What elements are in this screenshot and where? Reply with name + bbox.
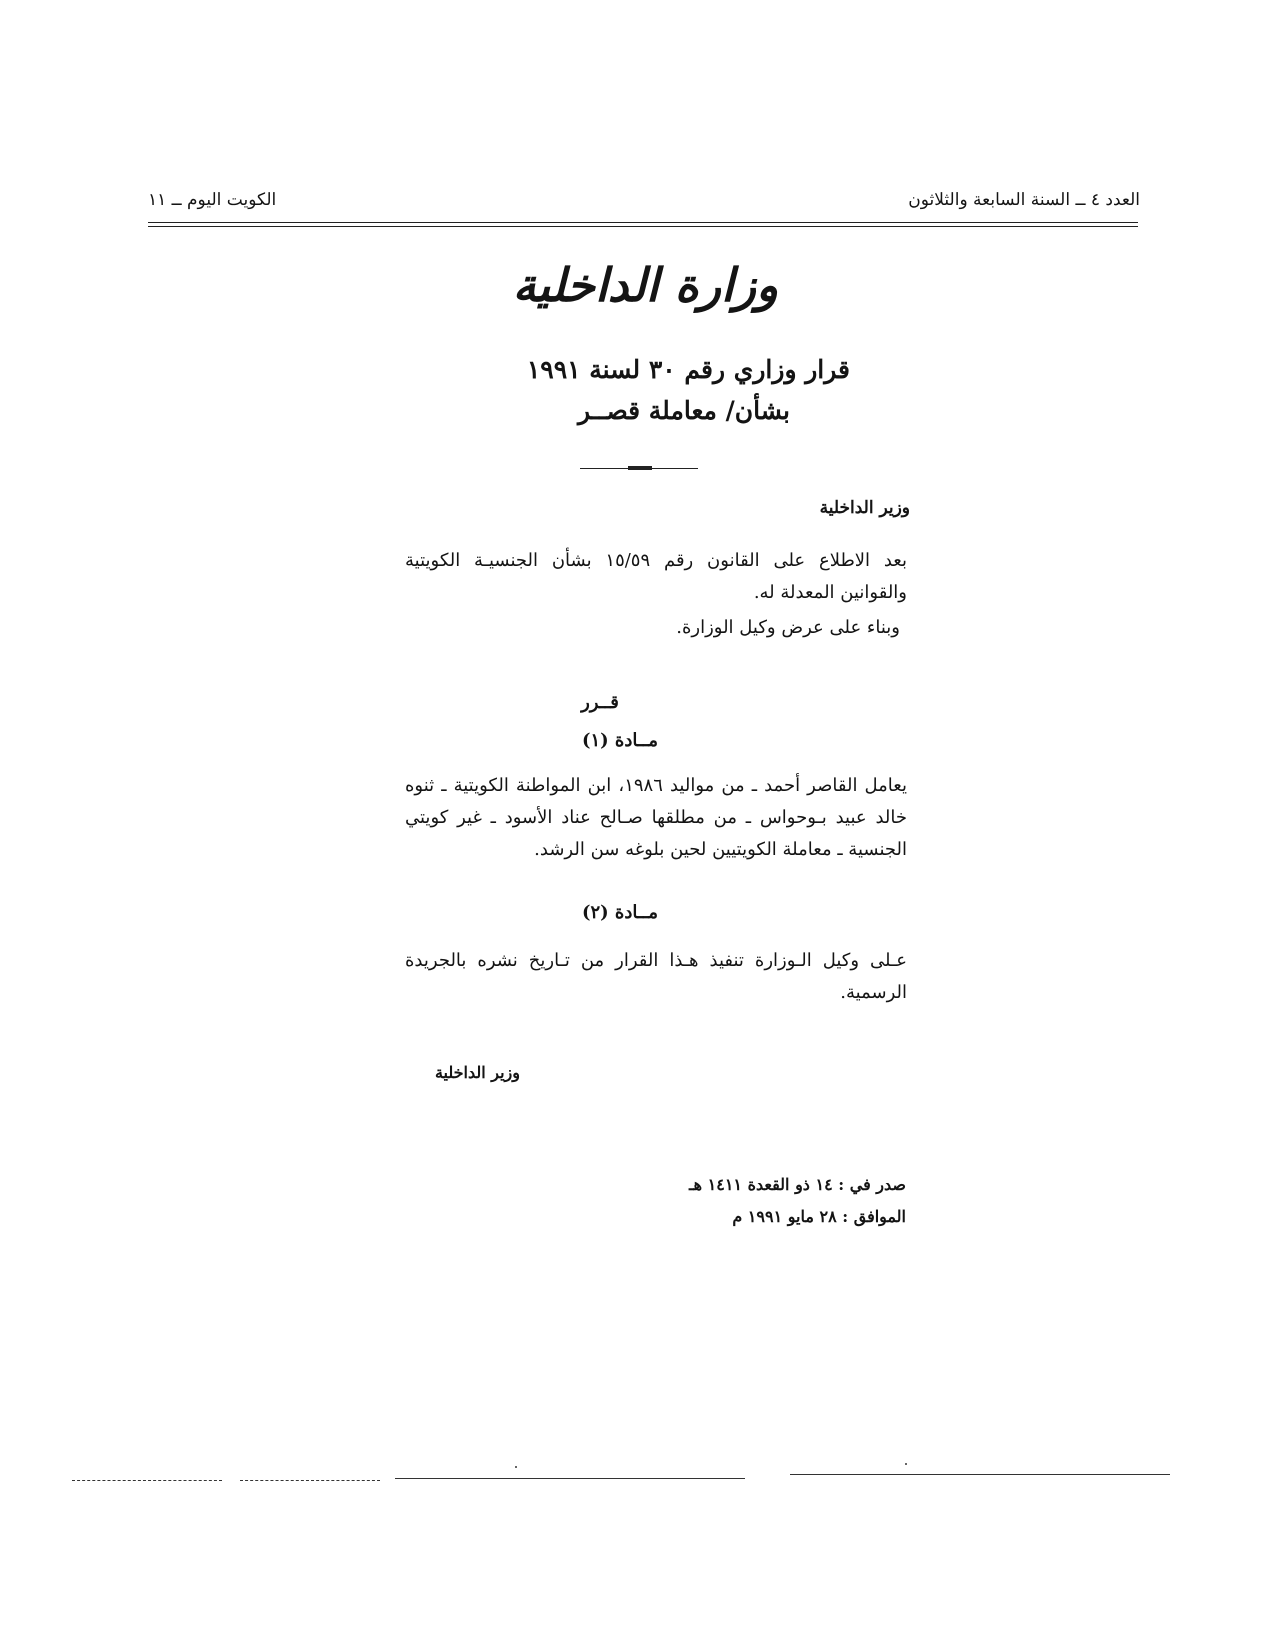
article-1-heading: مــادة (١) (581, 730, 659, 751)
article-2-heading: مــادة (٢) (581, 902, 659, 923)
issue-date-hijri: صدر في : ١٤ ذو القعدة ١٤١١ هـ (688, 1175, 906, 1194)
scan-speck (515, 1466, 517, 1468)
preamble-proposal: وبناء على عرض وكيل الوزارة. (676, 617, 900, 638)
issue-date-gregorian: الموافق : ٢٨ مايو ١٩٩١ م (732, 1207, 906, 1226)
decision-subject: بشأن/ معاملة قصــر (578, 396, 790, 425)
preamble-law-reference: بعد الاطلاع على القانون رقم ١٥/٥٩ بشأن الجنسيـة الكويتية والقوانين المعدلة له. (405, 550, 907, 603)
minister-signature: وزير الداخلية (434, 1063, 520, 1082)
header-rule-bottom (148, 226, 1138, 227)
article-2-text: عـلى وكيل الـوزارة تنفيذ هـذا القرار من تـاريخ نشره بالجريدة الرسمية. (405, 950, 907, 1003)
article-1-text: يعامل القاصر أحمد ـ من مواليد ١٩٨٦، ابن المواطنة الكويتية ـ ثنوه خالد عبيد بـوحواس ـ من مطلقها صـالح عناد الأسود ـ غير كويتي الجنسية ـ معاملة الكويتيين لحين بلوغه سن الرشد. (405, 775, 907, 860)
minister-label: وزير الداخلية (819, 498, 910, 518)
decided-label: قــرر (581, 692, 619, 713)
scan-speck (905, 1463, 907, 1465)
issue-number-header: العدد ٤ ــ السنة السابعة والثلاثون (908, 190, 1140, 210)
ministry-heading: وزارة الداخلية (512, 258, 779, 312)
footer-rule-segment (240, 1480, 380, 1481)
footer-rule-segment (790, 1474, 1170, 1475)
footer-rule-segment (72, 1480, 222, 1481)
footer-rule-segment (395, 1478, 745, 1479)
title-separator (580, 466, 698, 472)
page-reference-header: الكويت اليوم ــ ١١ (148, 190, 277, 210)
decision-title: قرار وزاري رقم ٣٠ لسنة ١٩٩١ (526, 355, 850, 384)
separator-ornament (628, 466, 652, 470)
header-rule-top (148, 222, 1138, 223)
